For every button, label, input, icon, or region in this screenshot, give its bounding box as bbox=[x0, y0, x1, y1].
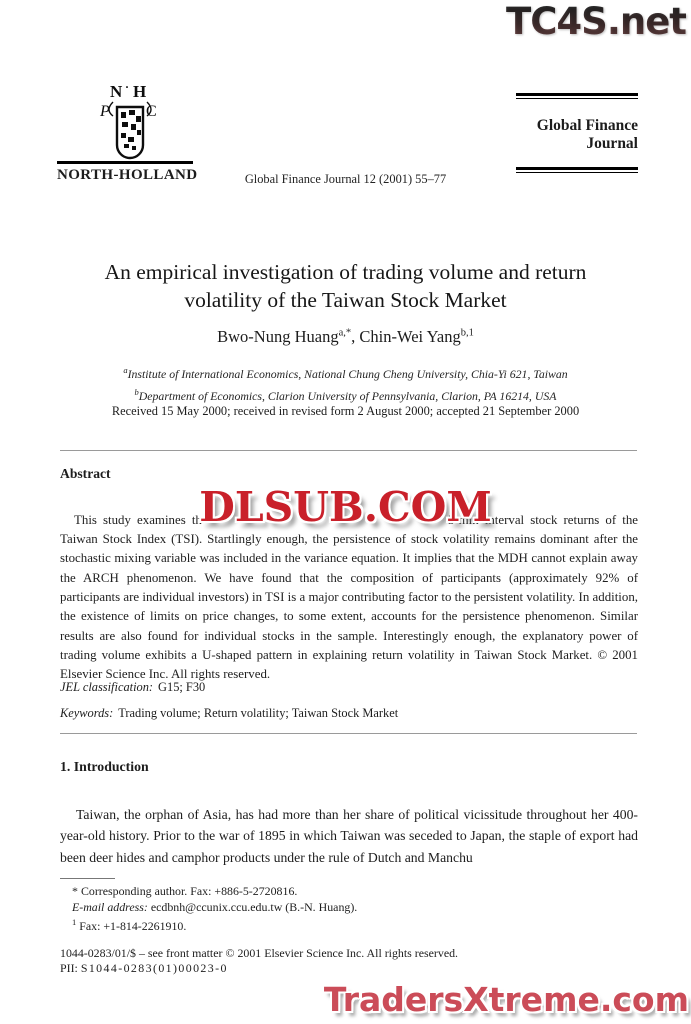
pii-value: S1044-0283(01)00023-0 bbox=[80, 961, 228, 975]
footnote-fax bbox=[72, 915, 632, 935]
footnotes bbox=[60, 884, 632, 935]
jel-classification-line bbox=[60, 680, 205, 695]
author-separator: , bbox=[351, 327, 360, 346]
svg-text:N: N bbox=[110, 82, 123, 101]
jel-label: JEL classification: bbox=[60, 680, 154, 694]
author-line bbox=[0, 327, 691, 347]
article-title-line1: An empirical investigation of trading volume and return bbox=[104, 260, 587, 284]
author-2: Chin-Wei Yang bbox=[359, 327, 461, 346]
author-1: Bwo-Nung Huang bbox=[217, 327, 339, 346]
abstract-divider-rule bbox=[60, 450, 637, 451]
journal-name-line2: Journal bbox=[586, 135, 638, 152]
footnote-asterisk-marker: * bbox=[72, 884, 78, 898]
affiliation-b-mark: b bbox=[134, 386, 139, 397]
footnote-3-text: Fax: +1-814-2261910. bbox=[79, 919, 187, 934]
svg-text:P: P bbox=[100, 103, 110, 120]
svg-text:C: C bbox=[146, 103, 157, 120]
introduction-text bbox=[60, 804, 638, 869]
affiliation-b-text: Department of Economics, Clarion University of Pennsylvania, Clarion, PA 16214, USA bbox=[138, 388, 557, 403]
abstract-visible-rest: 5-min interval stock returns of the Taiwan Stock Index (TSI). Startlingly enough, the persistence of stock volatility remains dominant after the stochastic mixing variable was included in the variance equation. It implies that the MDH cannot explain away the ARCH phenomenon. We have found that the composition of participants (approximately 92% of participants are individual investors) in TSI is a major contributing factor to the persistent volatility. In addition, the existence of limits on price changes, to some extent, accounts for the persistence phenomenon. Similar results are also found for individual stocks in the sample. Interestingly enough, the explanatory power of trading volume exhibits a U-shaped pattern in explaining return volatility in Taiwan Stock Market. © 2001 Elsevier Science Inc. All rights reserved. bbox=[60, 512, 638, 682]
svg-text:·: · bbox=[125, 80, 130, 94]
keywords-label: Keywords: bbox=[60, 706, 114, 720]
keywords-value: Trading volume; Return volatility; Taiwan Stock Market bbox=[118, 706, 399, 720]
tc4s-watermark: TC4S.net bbox=[506, 0, 686, 43]
footnote-1-text: Corresponding author. Fax: +886-5-2720816. bbox=[80, 884, 298, 898]
section-divider-rule bbox=[60, 733, 637, 734]
abstract-text bbox=[60, 511, 638, 685]
footnote-email bbox=[72, 900, 632, 916]
author-1-affiliation-mark: a,* bbox=[338, 327, 352, 339]
svg-text:H: H bbox=[133, 82, 147, 101]
introduction-heading: 1. Introduction bbox=[60, 759, 149, 774]
journal-name-line1: Global Finance bbox=[536, 117, 638, 134]
masthead-bottom-rule bbox=[516, 167, 638, 173]
received-dates: Received 15 May 2000; received in revised form 2 August 2000; accepted 21 September 2000 bbox=[111, 404, 580, 418]
front-matter-line: 1044-0283/01/$ – see front matter © 2001 Elsevier Science Inc. All rights reserved. bbox=[60, 946, 459, 960]
tradersxtreme-watermark: TradersXtreme.com bbox=[323, 980, 689, 1019]
email-value: ecdbnh@ccunix.ccu.edu.tw (B.-N. Huang). bbox=[150, 899, 358, 914]
affiliation-a-mark: a bbox=[123, 365, 128, 375]
keywords-line bbox=[60, 706, 398, 721]
footnote-rule bbox=[60, 878, 115, 879]
abstract-visible-start: This study examines th bbox=[74, 512, 202, 527]
journal-masthead bbox=[516, 93, 638, 173]
article-title-line2: volatility of the Taiwan Stock Market bbox=[184, 288, 507, 312]
email-label: E-mail address: bbox=[72, 899, 148, 914]
introduction-paragraph: Taiwan, the orphan of Asia, has had more than her share of political vicissitude throughout her 400-year-old history. Prior to the war of 1895 in which Taiwan was seceded to Japan, the staple of export had been deer hides and camphor products under the rule of Dutch and Manchu bbox=[60, 806, 638, 866]
affiliation-a bbox=[0, 361, 691, 383]
affiliations bbox=[0, 361, 691, 405]
author-2-affiliation-mark: b,1 bbox=[460, 327, 474, 339]
journal-citation: Global Finance Journal 12 (2001) 55–77 bbox=[244, 172, 447, 186]
affiliation-a-text: Institute of International Economics, National Chung Cheng University, Chia-Yi 621, Taiwan bbox=[127, 366, 568, 381]
abstract-heading: Abstract bbox=[60, 466, 111, 481]
dlsub-watermark: DLSUB.COM bbox=[199, 483, 492, 531]
footnote-corresponding-author bbox=[72, 884, 632, 900]
publisher-name: NORTH-HOLLAND bbox=[57, 167, 198, 183]
pii-label: PII: bbox=[60, 961, 78, 975]
affiliation-b bbox=[0, 383, 691, 405]
footnote-1-marker: 1 bbox=[72, 917, 77, 928]
journal-name bbox=[516, 117, 638, 153]
masthead-top-rule bbox=[516, 93, 638, 99]
publisher-rule bbox=[57, 161, 193, 164]
north-holland-crest-logo bbox=[96, 80, 164, 162]
article-title bbox=[0, 258, 691, 314]
pii-line bbox=[60, 961, 228, 976]
jel-value: G15; F30 bbox=[158, 680, 206, 694]
